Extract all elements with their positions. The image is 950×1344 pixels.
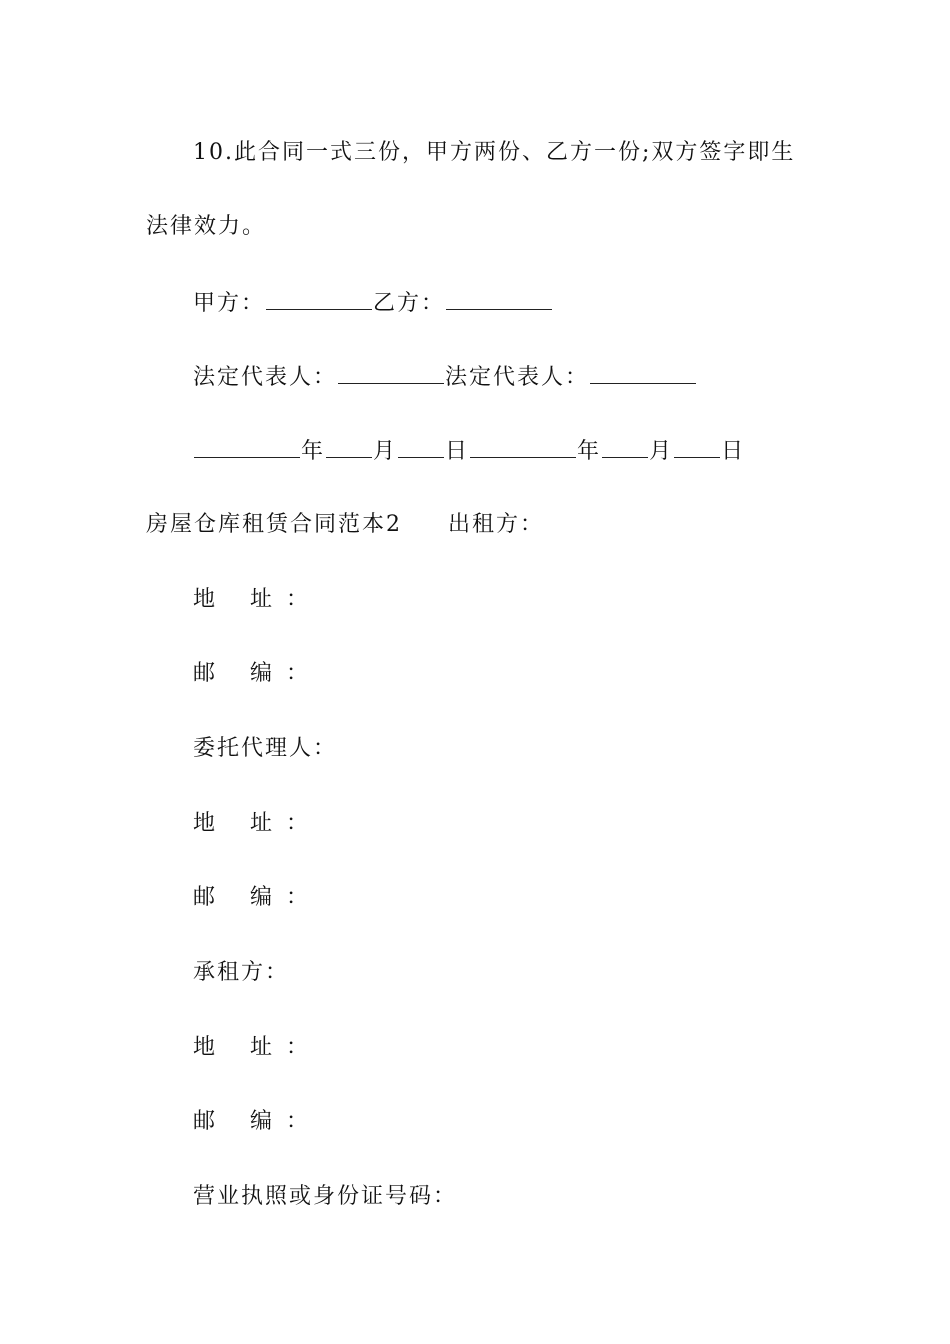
year-b-blank <box>470 435 576 458</box>
clause-10-text-1: 10.此合同一式三份，甲方两份、乙方一份;双方签字即生 <box>193 140 796 165</box>
lessee-address-label: 地 址： <box>193 1035 322 1060</box>
lessee-postcode-row <box>193 1107 322 1137</box>
year-a-blank <box>194 435 300 458</box>
lessee-row <box>193 958 289 988</box>
lessor-address-row <box>193 585 322 615</box>
license-id-label: 营业执照或身份证号码： <box>193 1184 458 1209</box>
month-a-label: 月 <box>373 439 398 464</box>
agent-address-label: 地 址： <box>193 811 322 836</box>
clause-10-line-1 <box>193 138 795 168</box>
day-b-blank <box>674 435 720 458</box>
day-a-blank <box>398 435 444 458</box>
clause-10-text-2: 法律效力。 <box>146 214 267 239</box>
lessor-postcode-label: 邮 编： <box>193 661 322 686</box>
lessee-address-row <box>193 1033 322 1063</box>
agent-postcode-row <box>193 883 322 913</box>
date-row <box>193 435 745 467</box>
day-a-label: 日 <box>445 439 470 464</box>
party-b-label: 乙方： <box>373 291 446 316</box>
agent-address-row <box>193 809 322 839</box>
party-signature-row <box>193 287 553 319</box>
section-title: 房屋仓库租赁合同范本2 <box>146 512 402 537</box>
agent-row <box>193 734 337 764</box>
license-id-row <box>193 1182 457 1212</box>
party-b-blank <box>446 287 552 310</box>
year-b-label: 年 <box>577 439 602 464</box>
party-a-blank <box>266 287 372 310</box>
year-a-label: 年 <box>301 439 326 464</box>
agent-postcode-label: 邮 编： <box>193 885 322 910</box>
legal-rep-b-label: 法定代表人： <box>445 365 590 390</box>
legal-rep-a-label: 法定代表人： <box>193 365 338 390</box>
legal-rep-row <box>193 361 697 393</box>
month-a-blank <box>326 435 372 458</box>
party-a-label: 甲方： <box>193 291 266 316</box>
month-b-label: 月 <box>649 439 674 464</box>
clause-10-line-2 <box>146 212 266 242</box>
lessor-label: 出租方： <box>448 512 545 537</box>
lessee-label: 承租方： <box>193 960 290 985</box>
lessee-postcode-label: 邮 编： <box>193 1109 322 1134</box>
section-title-row <box>146 510 544 540</box>
legal-rep-a-blank <box>338 361 444 384</box>
legal-rep-b-blank <box>590 361 696 384</box>
lessor-address-label: 地 址： <box>193 587 322 612</box>
lessor-postcode-row <box>193 659 322 689</box>
month-b-blank <box>602 435 648 458</box>
day-b-label: 日 <box>721 439 746 464</box>
agent-label: 委托代理人： <box>193 736 338 761</box>
